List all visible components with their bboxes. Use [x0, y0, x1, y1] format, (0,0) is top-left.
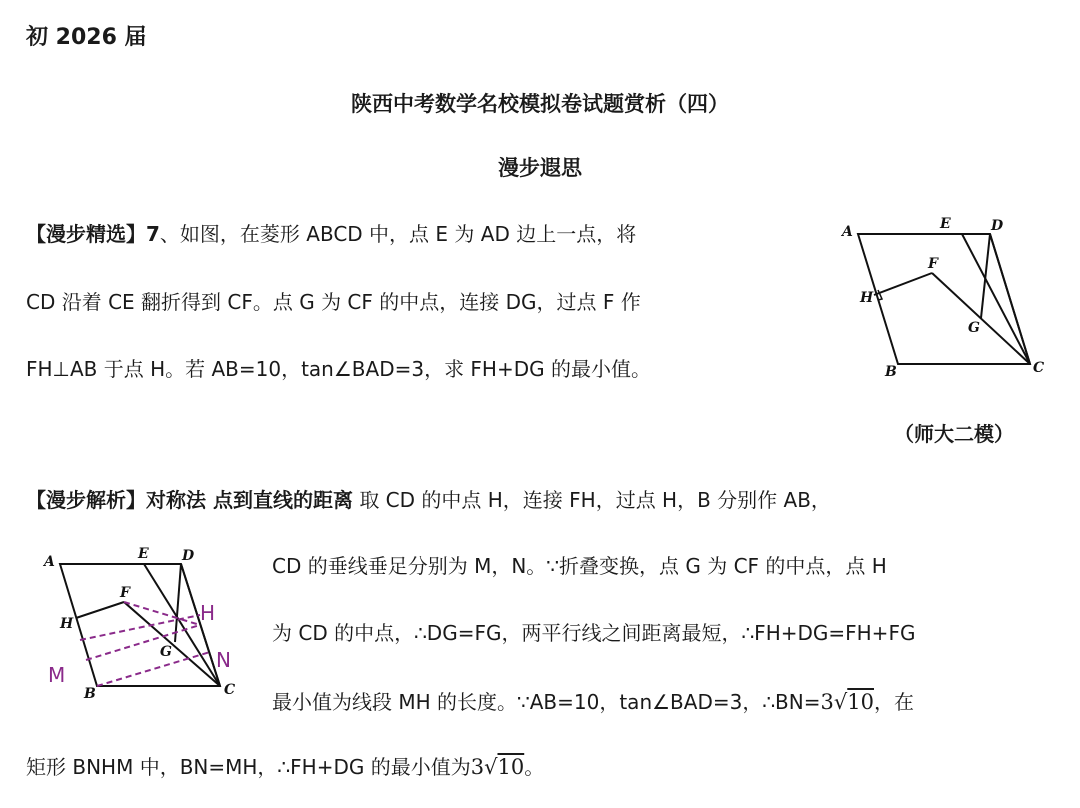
- fig2-dash-bn: [97, 652, 210, 686]
- fig2-label-d: D: [182, 548, 195, 564]
- fig1-label-b: B: [885, 364, 897, 380]
- fig1-label-f: F: [928, 256, 938, 272]
- analysis-text-5a: 矩形 BNHM 中，BN=MH，∴FH+DG 的最小值为: [26, 755, 471, 779]
- analysis-line-2: CD 的垂线垂足分别为 M，N。∵折叠变换，点 G 为 CF 的中点，点 H: [272, 554, 887, 578]
- fig1-line-dg: [981, 234, 990, 318]
- analysis-text-4b: ，在: [874, 690, 914, 714]
- fig2-label-e: E: [138, 546, 149, 562]
- fig1-label-d: D: [991, 218, 1004, 234]
- analysis-tag: 【漫步解析】: [26, 488, 146, 512]
- fig2-line-ce: [144, 564, 220, 686]
- fig2-label-f: F: [120, 585, 130, 601]
- fig1-label-h: H: [860, 290, 874, 306]
- fig1-line-fh: [874, 273, 932, 295]
- fig2-label-b: B: [84, 686, 96, 702]
- analysis-line-1: [26, 484, 831, 513]
- analysis-text-1: 取 CD 的中点 H，连接 FH，过点 H，B 分别作 AB，: [352, 488, 831, 512]
- page-subtitle: 漫步遐思: [498, 156, 582, 180]
- page-title: 陕西中考数学名校模拟卷试题赏析（四）: [351, 92, 729, 116]
- analysis-line-4: [272, 686, 914, 715]
- fig2-label-n: N: [216, 648, 231, 672]
- fig1-line-dc: [990, 234, 1030, 364]
- fig2-label-m: M: [48, 663, 66, 687]
- problem-source: （师大二模）: [894, 422, 1014, 446]
- problem-tag: 【漫步精选】: [26, 222, 146, 246]
- min-value: 3√10: [470, 755, 525, 779]
- fig2-dash-fh: [124, 602, 200, 625]
- fig2-rhombus: [60, 564, 220, 686]
- fig1-label-e: E: [940, 216, 951, 232]
- fig2-label-g: G: [160, 644, 172, 660]
- fig2-label-c: C: [224, 682, 236, 698]
- problem-number: 7: [146, 222, 160, 246]
- fig1-right-angle: [878, 290, 882, 300]
- problem-text-1: 、如图，在菱形 ABCD 中，点 E 为 AD 边上一点，将: [159, 222, 637, 246]
- grade-header: 初 2026 届: [26, 25, 147, 50]
- analysis-text-4a: 最小值为线段 MH 的长度。∵AB=10，tan∠BAD=3，∴BN=: [272, 690, 821, 714]
- fig2-line-cf: [124, 602, 220, 686]
- fig2-label-h: H: [60, 616, 74, 632]
- fig1-label-c: C: [1033, 360, 1045, 376]
- fig1-label-g: G: [968, 320, 980, 336]
- problem-line-2: CD 沿着 CE 翻折得到 CF。点 G 为 CF 的中点，连接 DG，过点 F 作: [26, 290, 641, 314]
- fig2-line-dg: [175, 564, 181, 642]
- fig2-line-fh: [76, 602, 124, 618]
- fig2-dash-hm2: [80, 615, 200, 640]
- fig2-label-h2: H: [200, 601, 216, 625]
- bn-value: 3√10: [820, 690, 874, 714]
- fig1-line-cf: [932, 273, 1030, 364]
- problem-line-1: [26, 218, 636, 247]
- analysis-method: 对称法 点到直线的距离: [146, 488, 353, 512]
- fig2-label-a: A: [44, 554, 55, 570]
- fig1-rhombus: [858, 234, 1030, 364]
- fig2-line-dc: [181, 564, 220, 686]
- analysis-line-3: 为 CD 的中点，∴DG=FG，两平行线之间距离最短，∴FH+DG=FH+FG: [272, 621, 916, 645]
- analysis-line-5: [26, 751, 544, 780]
- fig1-line-ce: [962, 234, 1030, 364]
- fig2-dash-mh: [86, 625, 200, 660]
- analysis-text-5b: 。: [524, 755, 545, 779]
- fig1-label-a: A: [842, 224, 853, 240]
- problem-line-3: FH⊥AB 于点 H。若 AB=10，tan∠BAD=3，求 FH+DG 的最小值。: [26, 357, 651, 381]
